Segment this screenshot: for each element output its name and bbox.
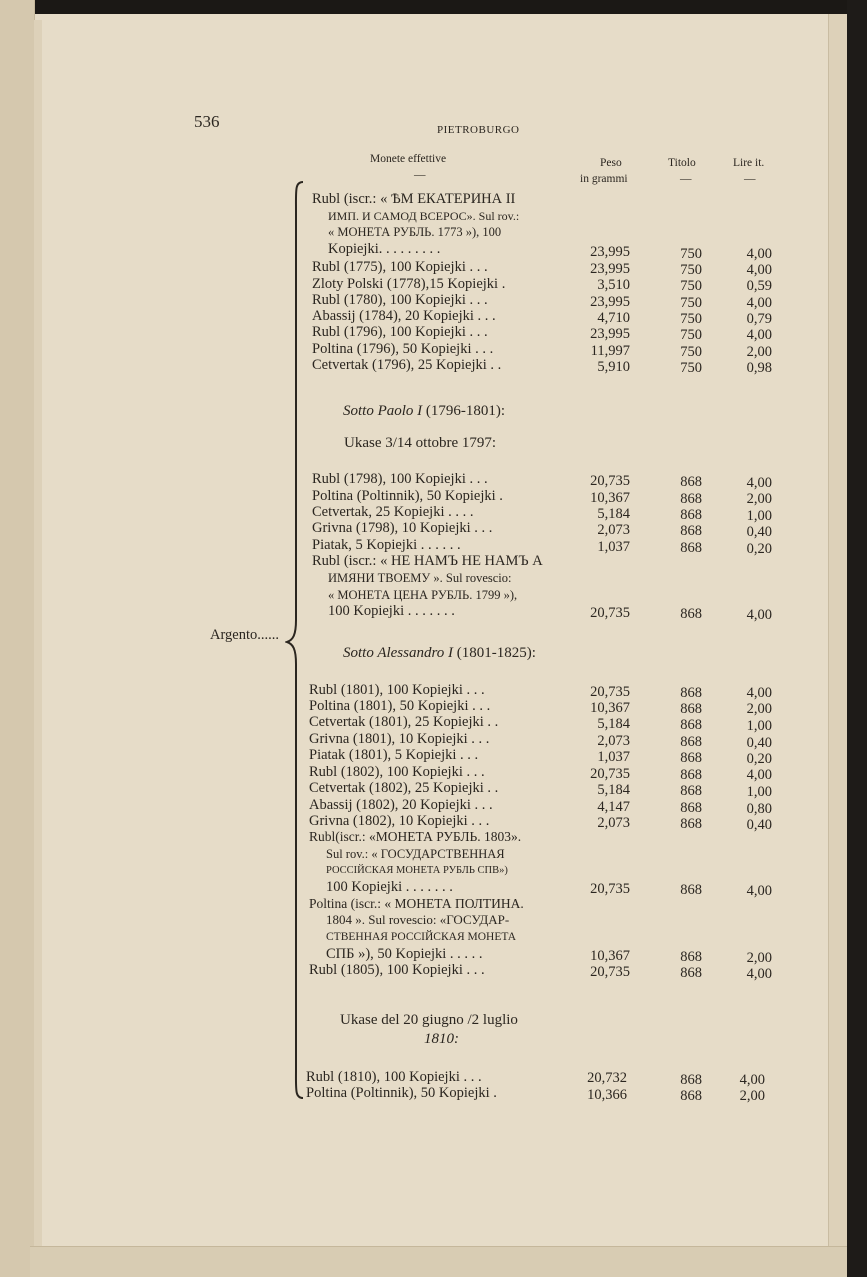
cell-titolo: 868 (680, 816, 702, 832)
cell-titolo: 750 (680, 246, 702, 262)
row-text: « МОНЕТА ЦЕНА РУБЛЬ. 1799 »), (328, 588, 518, 602)
cell-peso: 20,732 (587, 1070, 627, 1086)
cell-titolo: 868 (680, 717, 702, 733)
ukase-1797: Ukase 3/14 ottobre 1797: (344, 435, 497, 451)
cell-lire: 0,40 (746, 735, 772, 751)
row-text: Rubl (1798), 100 Kopiejki . . . (312, 471, 488, 487)
col-header-coins-dash: — (414, 169, 426, 181)
row-text: Rubl (iscr.: « ѢМ ЕКАТЕРИНА II (312, 191, 516, 207)
cell-peso: 20,735 (590, 684, 630, 700)
row-text: 100 Kopiejki . . . . . . . (326, 879, 453, 895)
row-text: Poltina (1801), 50 Kopiejki . . . (309, 698, 491, 714)
curly-brace (285, 180, 305, 1100)
section-heading-alessandro (343, 645, 536, 661)
cell-titolo: 868 (680, 1088, 702, 1104)
section-heading-paolo (343, 403, 505, 419)
col-header-title: Titolo (668, 157, 696, 169)
cell-titolo: 868 (680, 767, 702, 783)
cell-lire: 2,00 (746, 950, 772, 966)
section-heading-paolo-years: (1796-1801): (425, 403, 506, 419)
cell-titolo: 868 (680, 606, 702, 622)
page-number: 536 (194, 112, 220, 131)
cell-peso: 5,910 (597, 359, 630, 375)
col-header-coins: Monete effettive (370, 153, 447, 165)
page-edge-bottom (30, 1246, 850, 1277)
row-text: Poltina (Poltinnik), 50 Kopiejki . (312, 488, 503, 504)
cell-lire: 0,98 (746, 360, 772, 376)
cell-peso: 2,073 (597, 522, 630, 538)
section-heading-alessandro-name: Sotto Alessandro I (343, 645, 454, 661)
cell-titolo: 868 (680, 965, 702, 981)
section-heading-alessandro-years: (1801-1825): (456, 645, 536, 661)
cell-titolo: 868 (680, 783, 702, 799)
row-text: Rubl (1796), 100 Kopiejki . . . (312, 324, 488, 340)
page-edge-left (0, 0, 35, 1277)
cell-lire: 2,00 (746, 491, 772, 507)
cell-lire: 4,00 (746, 685, 772, 701)
cell-lire: 0,80 (746, 801, 772, 817)
cell-lire: 4,00 (746, 246, 772, 262)
cell-lire: 0,40 (746, 817, 772, 833)
cell-peso: 3,510 (597, 277, 630, 293)
cell-lire: 4,00 (746, 607, 772, 623)
row-text: Rubl (iscr.: « НЕ НАМЪ НЕ НАМЪ А (312, 553, 543, 569)
cell-peso: 4,710 (597, 310, 630, 326)
cell-titolo: 868 (680, 474, 702, 490)
cell-titolo: 868 (680, 734, 702, 750)
cell-titolo: 868 (680, 523, 702, 539)
cell-lire: 0,79 (746, 311, 772, 327)
running-head: PIETROBURGO (437, 124, 520, 136)
cell-lire: 4,00 (739, 1072, 765, 1088)
row-text: ИМП. И САМОД ВСЕРОС». Sul rov.: (328, 209, 520, 223)
cell-titolo: 868 (680, 949, 702, 965)
cell-peso: 5,184 (597, 506, 630, 522)
cell-lire: 0,20 (746, 751, 772, 767)
cell-lire: 4,00 (746, 966, 772, 982)
row-text: Rubl (1805), 100 Kopiejki . . . (309, 962, 485, 978)
ukase-1810-line1: Ukase del 20 giugno /2 luglio (340, 1012, 518, 1028)
cell-lire: 4,00 (746, 475, 772, 491)
row-text: Cetvertak, 25 Kopiejki . . . . (312, 504, 474, 520)
page-edge-left-inner (34, 20, 42, 1250)
cell-titolo: 750 (680, 327, 702, 343)
col-header-lire-dash: — (744, 173, 756, 185)
cell-titolo: 868 (680, 491, 702, 507)
row-text: Rubl (1775), 100 Kopiejki . . . (312, 259, 488, 275)
row-text: Rubl (1802), 100 Kopiejki . . . (309, 764, 485, 780)
page-edge-right (828, 14, 847, 1277)
category-label: Argento...... (210, 627, 280, 643)
row-text: Rubl(iscr.: «МОНЕТА РУБЛЬ. 1803». (309, 829, 522, 844)
cell-lire: 1,00 (746, 784, 772, 800)
cell-peso: 23,995 (590, 261, 630, 277)
row-text: Cetvertak (1802), 25 Kopiejki . . (309, 780, 499, 796)
row-text: СПБ »), 50 Kopiejki . . . . . (326, 946, 483, 962)
cell-peso: 2,073 (597, 815, 630, 831)
cell-peso: 5,184 (597, 782, 630, 798)
cell-peso: 2,073 (597, 733, 630, 749)
cell-titolo: 750 (680, 295, 702, 311)
cell-lire: 0,59 (746, 278, 772, 294)
row-text: 100 Kopiejki . . . . . . . (328, 603, 455, 619)
row-text: Cetvertak (1801), 25 Kopiejki . . (309, 714, 499, 730)
row-text: Zloty Polski (1778),15 Kopiejki . (312, 276, 506, 292)
cell-lire: 1,00 (746, 508, 772, 524)
col-header-weight-unit: in grammi (580, 173, 628, 185)
row-text: Abassij (1784), 20 Kopiejki . . . (312, 308, 496, 324)
cell-titolo: 868 (680, 1072, 702, 1088)
cell-lire: 4,00 (746, 295, 772, 311)
cell-titolo: 868 (680, 750, 702, 766)
row-text: Sul rov.: « ГОСУДАРСТВЕННАЯ (326, 847, 505, 861)
cell-titolo: 868 (680, 882, 702, 898)
cell-peso: 10,367 (590, 490, 630, 506)
col-header-title-dash: — (680, 173, 692, 185)
cell-peso: 20,735 (590, 964, 630, 980)
cell-lire: 1,00 (746, 718, 772, 734)
cell-lire: 2,00 (739, 1088, 765, 1104)
row-text: Abassij (1802), 20 Kopiejki . . . (309, 797, 493, 813)
cell-peso: 23,995 (590, 294, 630, 310)
cell-lire: 0,20 (746, 541, 772, 557)
row-text: Poltina (1796), 50 Kopiejki . . . (312, 341, 494, 357)
cell-peso: 23,995 (590, 244, 630, 260)
cell-lire: 2,00 (746, 701, 772, 717)
cell-titolo: 750 (680, 360, 702, 376)
col-header-lire: Lire it. (733, 157, 765, 169)
row-text: СТВЕННАЯ РОССІЙСКАЯ МОНЕТА (326, 931, 517, 943)
cell-titolo: 868 (680, 701, 702, 717)
row-text: ИМЯНИ ТВОЕМУ ». Sul rovescio: (328, 571, 512, 585)
cell-titolo: 750 (680, 278, 702, 294)
row-text: « МОНЕТА РУБЛЬ. 1773 »), 100 (328, 225, 502, 239)
row-text: Cetvertak (1796), 25 Kopiejki . . (312, 357, 502, 373)
cell-titolo: 868 (680, 507, 702, 523)
ukase-1810-line2: 1810: (424, 1031, 459, 1047)
cell-lire: 2,00 (746, 344, 772, 360)
cell-peso: 4,147 (597, 799, 630, 815)
cell-titolo: 868 (680, 800, 702, 816)
cell-peso: 20,735 (590, 881, 630, 897)
cell-peso: 20,735 (590, 605, 630, 621)
cell-lire: 4,00 (746, 767, 772, 783)
row-text: Kopiejki. . . . . . . . . (328, 241, 441, 257)
cell-peso: 5,184 (597, 716, 630, 732)
cell-titolo: 750 (680, 262, 702, 278)
cell-peso: 11,997 (590, 343, 630, 359)
row-text: Piatak, 5 Kopiejki . . . . . . (312, 537, 461, 553)
row-text: Grivna (1802), 10 Kopiejki . . . (309, 813, 490, 829)
row-text: Grivna (1801), 10 Kopiejki . . . (309, 731, 490, 747)
row-text: Piatak (1801), 5 Kopiejki . . . (309, 747, 479, 763)
section-heading-paolo-name: Sotto Paolo I (343, 403, 423, 419)
cell-titolo: 750 (680, 344, 702, 360)
cell-peso: 10,367 (590, 948, 630, 964)
row-text: Rubl (1810), 100 Kopiejki . . . (306, 1069, 482, 1085)
row-text: Rubl (1801), 100 Kopiejki . . . (309, 682, 485, 698)
row-text: Rubl (1780), 100 Kopiejki . . . (312, 292, 488, 308)
row-text: Poltina (Poltinnik), 50 Kopiejki . (306, 1085, 497, 1101)
cell-peso: 23,995 (590, 326, 630, 342)
row-text: Poltina (iscr.: « МОНЕТА ПОЛТИНА. (309, 896, 524, 911)
cell-peso: 10,367 (590, 700, 630, 716)
scan-border-top (0, 0, 867, 14)
cell-peso: 20,735 (590, 766, 630, 782)
cell-lire: 4,00 (746, 262, 772, 278)
cell-peso: 10,366 (587, 1087, 627, 1103)
row-text: РОССІЙСКАЯ МОНЕТА РУБЛЬ СПВ») (326, 865, 508, 876)
cell-peso: 1,037 (597, 749, 630, 765)
cell-peso: 20,735 (590, 473, 630, 489)
cell-lire: 0,40 (746, 524, 772, 540)
cell-titolo: 868 (680, 685, 702, 701)
scan-border-right (847, 0, 867, 1277)
cell-lire: 4,00 (746, 883, 772, 899)
col-header-weight: Peso (600, 157, 622, 169)
cell-peso: 1,037 (597, 539, 630, 555)
row-text: Grivna (1798), 10 Kopiejki . . . (312, 520, 493, 536)
cell-titolo: 868 (680, 540, 702, 556)
cell-lire: 4,00 (746, 327, 772, 343)
cell-titolo: 750 (680, 311, 702, 327)
row-text: 1804 ». Sul rovescio: «ГОСУДАР- (326, 912, 510, 927)
